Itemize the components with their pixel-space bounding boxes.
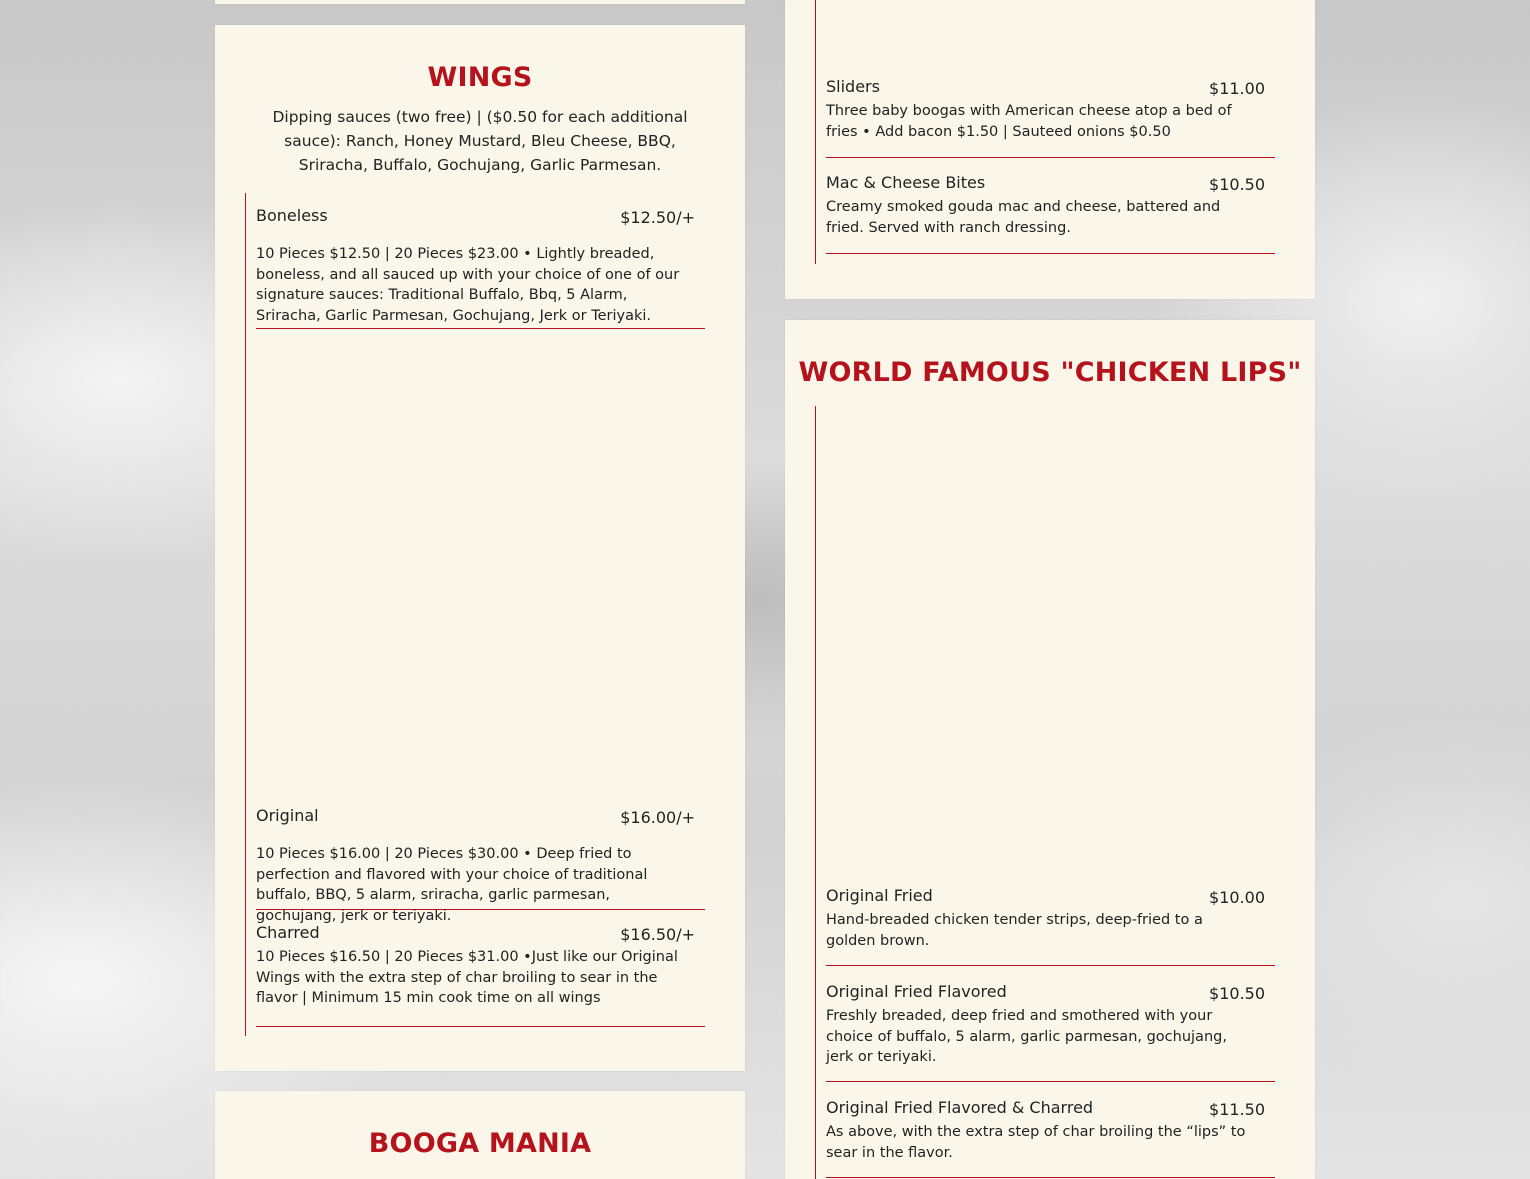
menu-card-chicken-lips [785,320,1315,1179]
item-name: Original Fried [826,886,933,905]
menu-card-appetizers [785,0,1315,299]
item-name: Original Fried Flavored [826,982,1007,1001]
menu-item-group-appetizers [815,0,1275,264]
section-title-wings: WINGS [427,62,533,93]
item-name: Sliders [826,77,880,96]
menu-item-boneless [256,206,705,329]
menu-item-sliders [826,77,1275,158]
menu-item-group-chicken-lips [815,406,1275,1179]
item-price: $11.00 [1209,79,1265,98]
menu-card-wings [215,25,745,1071]
item-name: Original Fried Flavored & Charred [826,1098,1094,1117]
item-name: Charred [256,923,320,942]
item-description: As above, with the extra step of char broiling the “lips” to sear in the flavor. [826,1124,1246,1161]
item-description: 10 Pieces $16.00 | 20 Pieces $30.00 • Deep fried to perfection and flavored with your choice of traditional buffalo, BBQ, 5 alarm, sriracha, garlic parmesan, gochujang, jerk or teriyaki. [256,846,648,924]
item-description: Three baby boogas with American cheese atop a bed of fries • Add bacon $1.50 | Sauteed onions $0.50 [826,103,1232,140]
menu-card-booga-mania [215,1091,745,1179]
item-price: $12.50/+ [620,208,695,227]
item-price: $10.50 [1209,984,1265,1003]
menu-item-original-fried-flavored [826,982,1275,1082]
item-description: Hand-breaded chicken tender strips, deep-fried to a golden brown. [826,912,1203,949]
section-title-chicken-lips: WORLD FAMOUS "CHICKEN LIPS" [798,357,1302,388]
item-description: 10 Pieces $16.50 | 20 Pieces $31.00 •Just like our Original Wings with the extra step of char broiling to sear in the flavor | Minimum 15 min cook time on all wings [256,949,678,1006]
item-description: 10 Pieces $12.50 | 20 Pieces $23.00 • Lightly breaded, boneless, and all sauced up with your choice of one of our signature sauces: Traditional Buffalo, Bbq, 5 Alarm, Sriracha, Garlic Parmesan, Gochujang, Jerk or Teriyaki. [256,246,680,324]
item-name: Boneless [256,206,328,225]
menu-item-mac-cheese-bites [826,173,1275,254]
menu-item-original [256,806,705,924]
menu-item-original-fried [826,886,1275,966]
item-price: $11.50 [1209,1100,1265,1119]
item-price: $10.50 [1209,175,1265,194]
item-description: Freshly breaded, deep fried and smothered with your choice of buffalo, 5 alarm, garlic parmesan, gochujang, jerk or teriyaki. [826,1008,1227,1065]
menu-card-top-left [215,0,745,4]
item-price: $16.00/+ [620,808,695,827]
item-price: $16.50/+ [620,925,695,944]
menu-item-group-wings [245,193,705,1036]
item-price: $10.00 [1209,888,1265,907]
item-name: Original [256,806,319,825]
item-description: Creamy smoked gouda mac and cheese, battered and fried. Served with ranch dressing. [826,199,1221,236]
section-description-wings: Dipping sauces (two free) | ($0.50 for each additional sauce): Ranch, Honey Mustard, Bleu Cheese, BBQ, Sriracha, Buffalo, Gochujang, Garlic Parmesan. [272,108,688,174]
menu-item-original-fried-flavored-charred [826,1098,1275,1178]
section-title-booga-mania: BOOGA MANIA [368,1128,592,1159]
menu-item-charred [256,923,705,1027]
item-name: Mac & Cheese Bites [826,173,986,192]
